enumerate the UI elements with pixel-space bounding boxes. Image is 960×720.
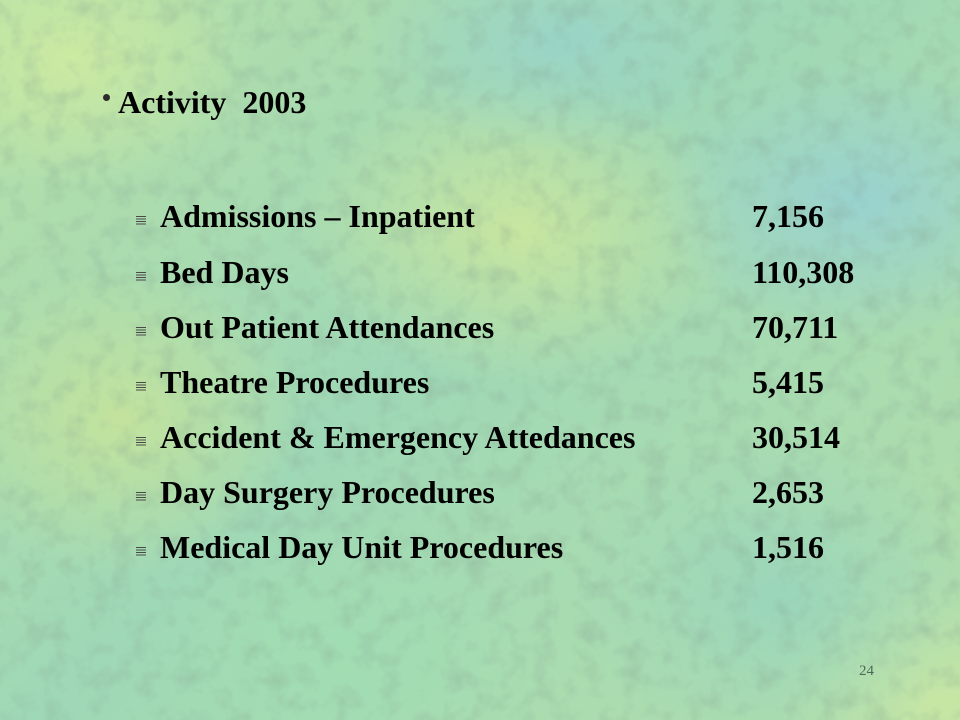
sub-bullet-icon	[136, 216, 146, 225]
list-item	[0, 252, 960, 292]
item-label: Admissions – Inpatient	[160, 198, 475, 234]
item-value: 70,711	[752, 309, 839, 345]
item-label: Theatre Procedures	[160, 364, 430, 400]
item-value: 5,415	[752, 364, 824, 400]
item-label: Medical Day Unit Procedures	[160, 529, 564, 565]
list-item	[0, 307, 960, 347]
sub-bullet-icon	[136, 437, 146, 446]
item-value: 1,516	[752, 529, 824, 565]
list-item	[0, 417, 960, 457]
list-item	[0, 527, 960, 567]
item-value: 7,156	[752, 198, 824, 234]
item-value: 110,308	[752, 254, 855, 290]
sub-bullet-icon	[136, 272, 146, 281]
page-number: 24	[859, 663, 874, 679]
item-label: Out Patient Attendances	[160, 309, 495, 345]
item-label: Bed Days	[160, 254, 289, 290]
slide-heading: Activity 2003	[118, 84, 307, 120]
sub-bullet-icon	[136, 547, 146, 556]
item-label: Accident & Emergency Attedances	[160, 419, 636, 455]
list-item	[0, 472, 960, 512]
item-label: Day Surgery Procedures	[160, 474, 495, 510]
item-value: 30,514	[752, 419, 840, 455]
list-item	[0, 362, 960, 402]
sub-bullet-icon	[136, 327, 146, 336]
list-item	[0, 196, 960, 236]
item-value: 2,653	[752, 474, 824, 510]
sub-bullet-icon	[136, 492, 146, 501]
sub-bullet-icon	[136, 382, 146, 391]
